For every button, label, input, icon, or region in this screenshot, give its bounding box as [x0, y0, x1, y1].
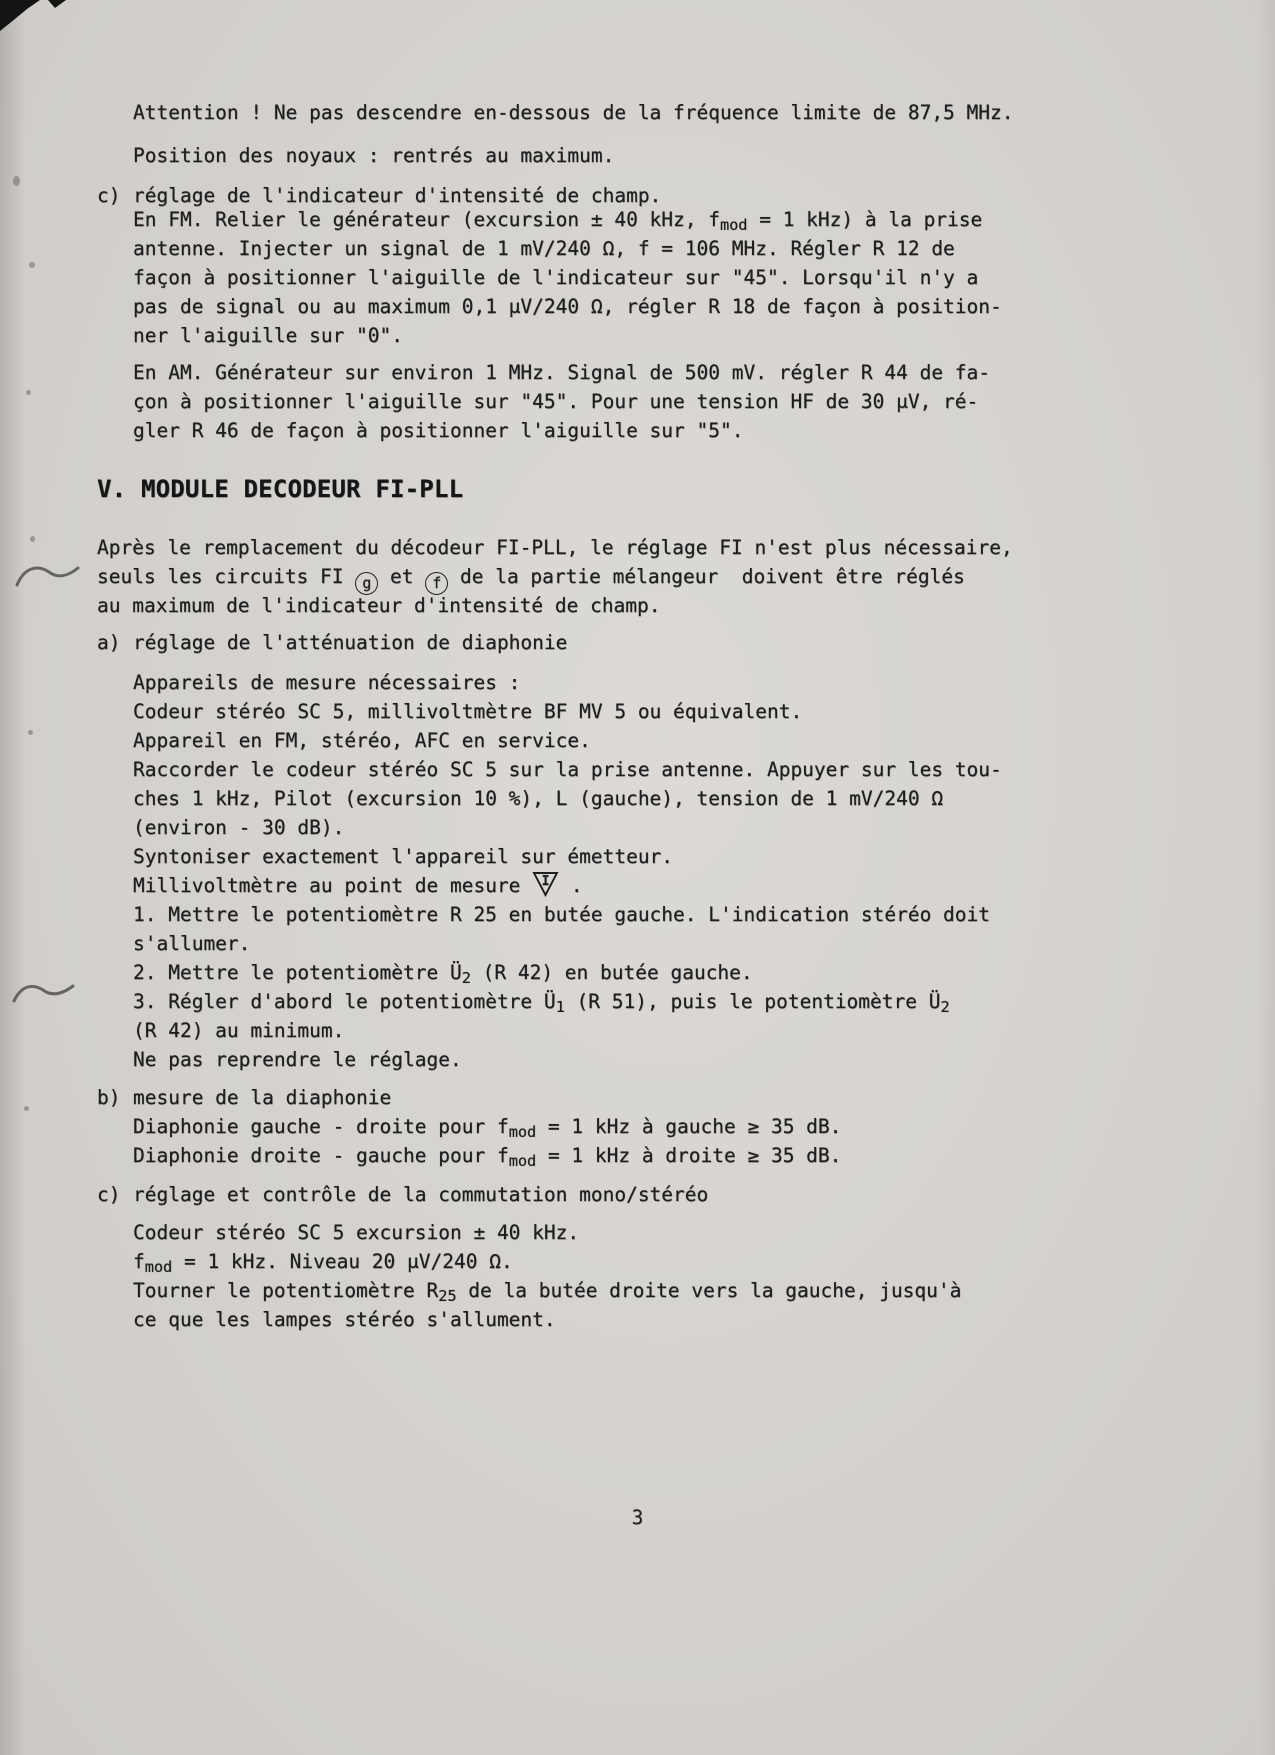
- step-line: 1. Mettre le potentiomètre R 25 en butée gauche. L'indication stéréo doit: [133, 903, 991, 926]
- section-label: b): [97, 1086, 121, 1109]
- text-line: Diaphonie gauche - droite pour $f_{mod} = 1$ kHz à gauche ≥ 35 dB.: [133, 1115, 842, 1141]
- core-position-note: Position des noyaux : rentrés au maximum.: [133, 144, 615, 167]
- circled-g-icon: g: [355, 572, 378, 595]
- scan-speck: [30, 536, 35, 542]
- module-section-heading: V. MODULE DECODEUR FI-PLL: [97, 475, 464, 503]
- section-crosstalk-measure-heading: [97, 1083, 391, 1112]
- section-label: c): [97, 184, 121, 207]
- intro-segment: seuls les circuits FI: [97, 565, 356, 588]
- text-line: ches 1 kHz, Pilot (excursion 10 %), L (gauche), tension de 1 mV/240 Ω: [133, 787, 944, 810]
- text-line: façon à positionner l'aiguille de l'indicateur sur "45". Lorsqu'il n'y a: [133, 266, 979, 289]
- crosstalk-setup-paragraph: [133, 668, 1002, 900]
- intro-segment: de la partie mélangeur doivent être réglés: [448, 565, 965, 588]
- fm-adjustment-paragraph: [133, 205, 1002, 350]
- text-line: Appareil en FM, stéréo, AFC en service.: [133, 729, 591, 752]
- scan-speck: [13, 176, 20, 186]
- circled-f-icon: f: [425, 572, 448, 595]
- text-line: Après le remplacement du décodeur FI-PLL, le réglage FI n'est plus nécessaire,: [97, 536, 1013, 559]
- text-line: En AM. Générateur sur environ 1 MHz. Signal de 500 mV. régler R 44 de fa-: [133, 361, 991, 384]
- text-line: Codeur stéréo SC 5 excursion ± 40 kHz.: [133, 1221, 580, 1244]
- intro-segment: et: [378, 565, 426, 588]
- text-line: çon à positionner l'aiguille sur "45". Pour une tension HF de 30 μV, ré-: [133, 390, 979, 413]
- am-adjustment-paragraph: [133, 358, 990, 445]
- text-line: Diaphonie droite - gauche pour $f_{mod} = 1$ kHz à droite ≥ 35 dB.: [133, 1144, 842, 1170]
- section-mono-stereo-heading: [97, 1180, 708, 1209]
- text-line: au maximum de l'indicateur d'intensité de champ.: [97, 594, 661, 617]
- text-line: gler R 46 de façon à positionner l'aiguille sur "5".: [133, 419, 744, 442]
- section-label: a): [97, 631, 121, 654]
- text-line: ce que les lampes stéréo s'allument.: [133, 1308, 556, 1331]
- crosstalk-steps-paragraph: [133, 900, 990, 1074]
- attention-note: Attention ! Ne pas descendre en-dessous de la fréquence limite de 87,5 MHz.: [133, 101, 1014, 124]
- scan-corner-artifact: [0, 0, 70, 42]
- section-title: mesure de la diaphonie: [133, 1086, 392, 1109]
- text-line: antenne. Injecter un signal de 1 mV/240 Ω, f = 106 MHz. Régler R 12 de: [133, 237, 955, 260]
- pen-mark: [14, 558, 86, 596]
- step-line: s'allumer.: [133, 932, 251, 955]
- text-line: (environ - 30 dB).: [133, 816, 345, 839]
- text-line: Codeur stéréo SC 5, millivoltmètre BF MV 5 ou équivalent.: [133, 700, 803, 723]
- section-title: réglage et contrôle de la commutation mono/stéréo: [133, 1183, 709, 1206]
- page-number: 3: [631, 1506, 644, 1529]
- mono-stereo-paragraph: [133, 1218, 961, 1334]
- text-line: [97, 562, 1013, 591]
- measure-line-prefix: Millivoltmètre au point de mesure: [133, 874, 533, 897]
- text-line: Raccorder le codeur stéréo SC 5 sur la prise antenne. Appuyer sur les tou-: [133, 758, 1002, 781]
- step-line: (R 42) au minimum.: [133, 1019, 345, 1042]
- pen-mark: [12, 978, 78, 1010]
- step-line: 3. Régler d'abord le potentiomètre $Ü_1$ (R 51), puis le potentiomètre $Ü_2$: [133, 990, 950, 1016]
- measure-point-icon: [532, 871, 559, 897]
- crosstalk-measure-paragraph: [133, 1112, 841, 1170]
- text-line: pas de signal ou au maximum 0,1 μV/240 Ω, régler R 18 de façon à position-: [133, 295, 1002, 318]
- text-line: ner l'aiguille sur "0".: [133, 324, 404, 347]
- section-title: réglage de l'atténuation de diaphonie: [133, 631, 568, 654]
- section-crosstalk-heading: [97, 628, 567, 657]
- text-line: Tourner le potentiomètre $R_{25}$ de la butée droite vers la gauche, jusqu'à: [133, 1279, 962, 1305]
- text-line: Syntoniser exactement l'appareil sur émetteur.: [133, 845, 674, 868]
- section-title: réglage de l'indicateur d'intensité de champ.: [133, 184, 662, 207]
- text-line: Appareils de mesure nécessaires :: [133, 671, 521, 694]
- section-label: c): [97, 1183, 121, 1206]
- scan-speck: [24, 1106, 29, 1111]
- text-line: En FM. Relier le générateur (excursion ± 40 kHz, $f_{mod} = 1$ kHz) à la prise: [133, 208, 983, 234]
- measure-line-suffix: .: [559, 874, 583, 897]
- scan-speck: [29, 262, 35, 268]
- step-line: 2. Mettre le potentiomètre $Ü_2$ (R 42) en butée gauche.: [133, 961, 753, 987]
- module-intro-paragraph: [97, 533, 1013, 620]
- measure-point-label: I: [541, 874, 550, 889]
- scan-speck: [26, 390, 31, 395]
- scan-speck: [28, 730, 33, 735]
- text-line: $f_{mod} = 1$ kHz. Niveau 20 μV/240 Ω.: [133, 1250, 513, 1276]
- measure-point-line: [133, 871, 1002, 900]
- step-line: Ne pas reprendre le réglage.: [133, 1048, 462, 1071]
